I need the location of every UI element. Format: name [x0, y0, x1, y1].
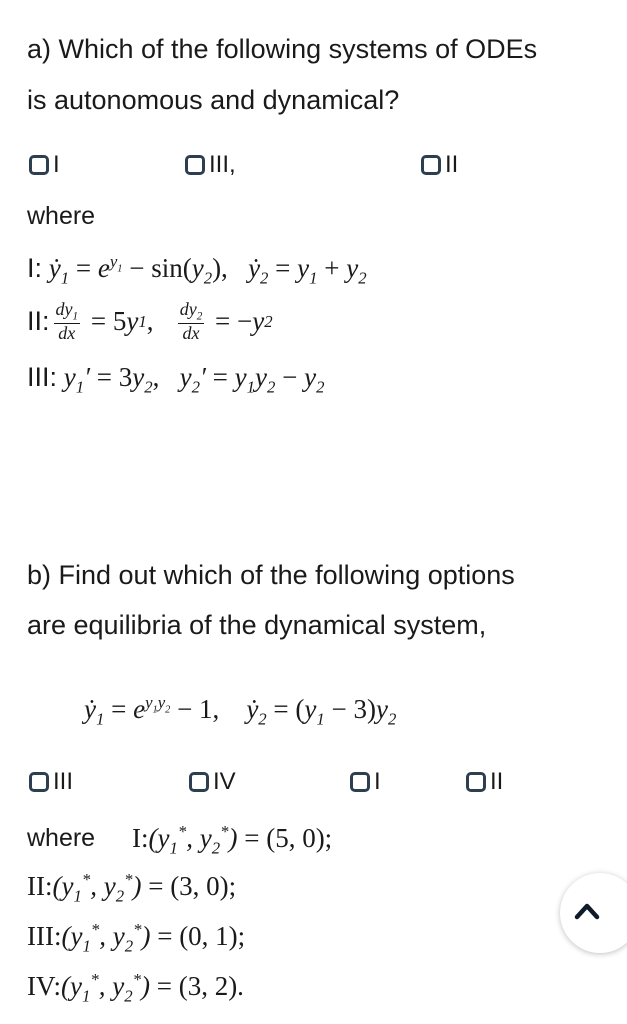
checkbox[interactable]	[189, 772, 209, 792]
part-b-option-iv[interactable]	[189, 768, 236, 796]
system-iii-equation: III: $y_1' = 3y_2$, $y_2' = y_1y_2 - y_2$	[27, 362, 325, 397]
checkbox[interactable]	[466, 772, 486, 792]
part-a-question-line2: is autonomous and dynamical?	[27, 85, 400, 115]
system-iii-label: III:	[27, 362, 58, 392]
equilibrium-point-ii: $II:(y_1^*$, $y_2^*) = (3$, 0);	[27, 870, 237, 906]
scroll-up-button[interactable]	[560, 873, 627, 953]
option-label: IV	[213, 768, 236, 795]
option-label: I	[53, 151, 60, 178]
part-b-option-ii[interactable]	[466, 768, 503, 796]
option-label: II	[490, 768, 504, 795]
option-label: I	[374, 768, 381, 795]
chevron-up-icon	[574, 902, 600, 925]
system-ii-label: II:	[27, 306, 50, 337]
part-a-option-i[interactable]	[29, 151, 60, 179]
system-i-equation: I: ẏ$_1$ = $e^{y_1} - \sin(y_2)$, ẏ$_2$ = $y_1 + y_2$	[27, 252, 367, 288]
checkbox[interactable]	[350, 772, 370, 792]
part-a-option-ii[interactable]	[421, 151, 458, 179]
part-a-question-line1: a) Which of the following systems of ODEs	[27, 34, 538, 64]
part-b-question-line1: b) Find out which of the following options	[27, 560, 515, 590]
part-b-question-line2: are equilibria of the dynamical system,	[27, 610, 487, 640]
equilibrium-point-i: $I:(y_1^*$, $y_2^*) = (5$, 0);	[132, 822, 333, 858]
part-b-option-i[interactable]	[350, 768, 381, 796]
checkbox[interactable]	[185, 155, 205, 175]
option-label: III	[53, 768, 74, 795]
part-b-where-label: where	[27, 824, 96, 852]
checkbox[interactable]	[29, 155, 49, 175]
part-b-option-iii[interactable]	[29, 768, 73, 796]
part-a-where-label: where	[27, 202, 96, 230]
option-label: II	[445, 151, 459, 178]
equilibrium-point-iv: $IV:(y_1^*$, $y_2^*) = (3$, 2).	[27, 970, 244, 1006]
checkbox[interactable]	[29, 772, 49, 792]
part-b-system-equation: ẏ$_1$ = $e^{y_1y_2} - 1$, ẏ$_2$ = $(y_1 - 3)y_2$	[84, 693, 397, 729]
option-label: III,	[209, 151, 236, 178]
system-ii-equation: II: $\frac{dy_1}{dx}$ = 5 y 1 , $\frac{dy_2}{dx}$ = − y 2	[27, 299, 273, 344]
equilibrium-point-iii: $III:(y_1^*$, $y_2^*) = (0$, 1);	[27, 920, 246, 956]
part-a-option-iii[interactable]	[185, 151, 236, 179]
checkbox[interactable]	[421, 155, 441, 175]
system-i-label: I:	[27, 253, 43, 283]
